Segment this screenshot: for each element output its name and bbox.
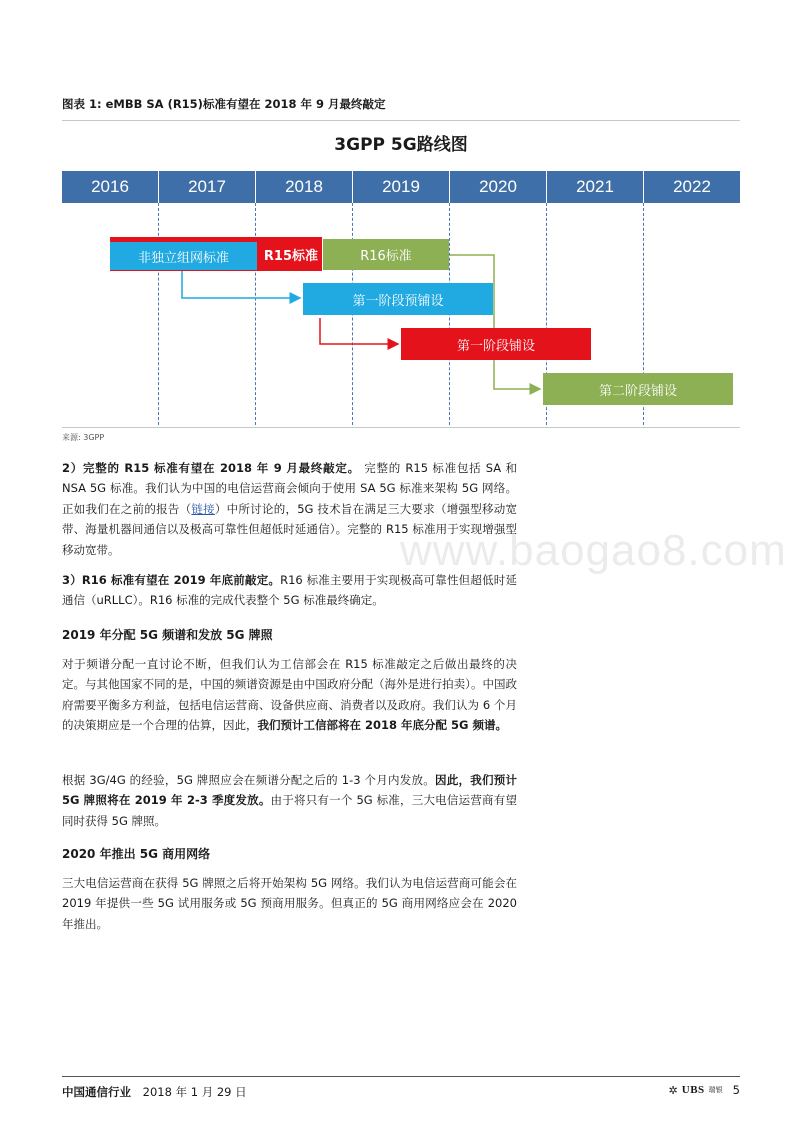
- figure-bottom-divider: [62, 427, 740, 428]
- paragraph-text: 完整的 R15 标准包括 SA 和 NSA 5G 标准。我们认为中国的电信运营商会倾向于使用 SA 5G 标准来架构 5G 网络。正如我们在之前的报告（: [62, 461, 518, 516]
- paragraph-text: 由于将只有一个 5G 标准，三大电信运营商有望同时获得 5G 牌照。: [62, 793, 517, 828]
- paragraph-lead: 3）R16 标准有望在 2019 年底前敲定。: [62, 573, 281, 587]
- bar-r16-standard: R16标准: [323, 239, 449, 270]
- figure-source: 来源: 3GPP: [62, 433, 105, 442]
- caption-divider: [62, 120, 740, 121]
- roadmap-diagram: [62, 122, 740, 428]
- diagram-title: 3GPP 5G路线图: [334, 135, 468, 155]
- paragraph-commercial: [62, 873, 517, 934]
- paragraph-license: [62, 770, 517, 831]
- ubs-logo: UBS: [681, 1084, 705, 1096]
- page-number: 5: [732, 1083, 740, 1097]
- year-cell: 2021: [547, 171, 643, 203]
- paragraph-r16: [62, 570, 517, 611]
- bar-nsa-standard: 非独立组网标准: [110, 242, 257, 270]
- year-cell: 2018: [256, 171, 352, 203]
- year-cell: 2016: [62, 171, 158, 203]
- paragraph-bold: 我们预计工信部将在 2018 年底分配 5G 频谱。: [257, 718, 507, 733]
- report-link[interactable]: 链接: [191, 501, 215, 516]
- bar-phase1-prelaunch: 第一阶段预铺设: [303, 283, 493, 315]
- section-heading-commercial: 2020 年推出 5G 商用网络: [62, 847, 211, 861]
- year-cell: 2019: [353, 171, 449, 203]
- watermark: www.baogao8.com: [400, 526, 787, 575]
- ubs-keys-icon: ✲: [668, 1083, 678, 1097]
- footer-right: [669, 1083, 740, 1097]
- section-heading-spectrum: 2019 年分配 5G 频谱和发放 5G 牌照: [62, 628, 273, 642]
- bar-label: R15标准: [263, 248, 318, 264]
- ubs-logo-cn: 瑞银: [708, 1086, 723, 1094]
- paragraph-text: R16 标准主要用于实现极高可靠性但超低时延通信（uRLLC）。R16 标准的完成代表整个 5G 标准最终确定。: [62, 573, 517, 608]
- paragraph-lead: 2）完整的 R15 标准有望在 2018 年 9 月最终敲定。: [62, 461, 360, 475]
- paragraph-bold: 因此，我们预计 5G 牌照将在 2019 年 2-3 季度发放。: [62, 773, 518, 808]
- paragraph-text: 对于频谱分配一直讨论不断，但我们认为工信部会在 R15 标准敲定之后做出最终的决定。与其他国家不同的是，中国的频谱资源是由中国政府分配（海外是进行拍卖）。中国政府需要平衡多方利益，包括电信运营商、设备供应商、消费者以及政府。我们认为 6 个月的决策期应是一个合理的估算，因此，: [62, 657, 517, 733]
- arrow-r15-to-phase1: [320, 318, 398, 344]
- bar-phase2-launch: 第二阶段铺设: [543, 373, 733, 405]
- footer-divider: [62, 1076, 740, 1077]
- arrow-nsa-to-prelaunch: [182, 270, 300, 298]
- arrow-r16-to-phase2: [450, 255, 540, 389]
- footer-left: [62, 1084, 247, 1100]
- figure-caption: 图表 1: eMBB SA (R15)标准有望在 2018 年 9 月最终敲定: [62, 97, 386, 111]
- paragraph-text: ）中所讨论的，5G 技术旨在满足三大要求（增强型移动宽带、海量机器间通信以及极高可靠性但超低时延通信）。完整的 R15 标准用于实现增强型移动宽带。: [62, 501, 518, 557]
- paragraph-spectrum: [62, 654, 517, 736]
- year-cell: 2017: [159, 171, 255, 203]
- year-cell: 2022: [644, 171, 740, 203]
- footer-date: 2018 年 1 月 29 日: [142, 1085, 247, 1099]
- paragraph-text: 三大电信运营商在获得 5G 牌照之后将开始架构 5G 网络。我们认为电信运营商可能会在 2019 年提供一些 5G 试用服务或 5G 预商用服务。但真正的 5G 商用网络应会在 2020 年推出。: [62, 876, 517, 931]
- footer-industry: 中国通信行业: [62, 1085, 131, 1099]
- bar-phase1-launch: 第一阶段铺设: [401, 328, 591, 360]
- paragraph-r15: [62, 458, 517, 560]
- year-cell: 2020: [450, 171, 546, 203]
- paragraph-text: 根据 3G/4G 的经验，5G 牌照应会在频谱分配之后的 1-3 个月内发放。: [62, 773, 435, 787]
